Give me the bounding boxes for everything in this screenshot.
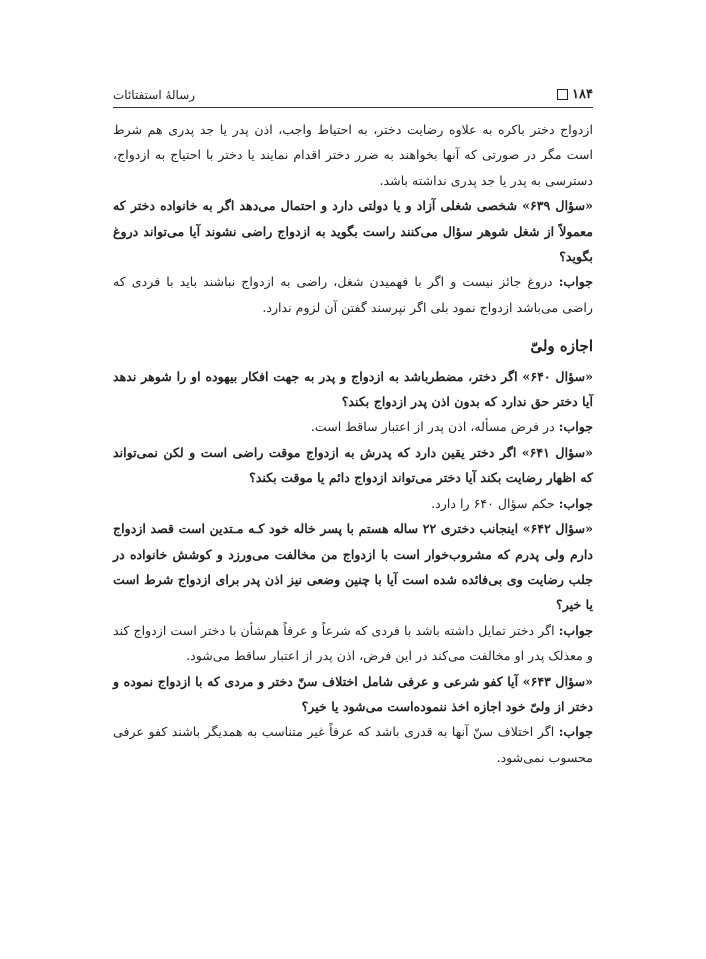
square-bullet-icon bbox=[557, 89, 568, 100]
question-639: «سؤال ۶۳۹» شخصی شغلی آزاد و یا دولتی دارد و احتمال می‌دهد اگر به خانواده دختر که معمولاً از شغل شوهر سؤال می‌کنند راست بگوید به ازدواج راضی نشوند آیا می‌تواند دروغ بگوید؟ bbox=[113, 198, 593, 265]
page-header bbox=[113, 80, 593, 102]
answer-label: جواب: bbox=[558, 622, 593, 638]
page-body bbox=[113, 117, 593, 770]
answer-text: اگر دختر تمایل داشته باشد با فردی که شرعاً و عرفاً هم‌شأن با دختر است ازدواج کند و معذلک پدر او مخالفت می‌کند در این فرض، اذن پدر از اعتبار ساقط می‌شود. bbox=[113, 622, 593, 664]
qa-block-before bbox=[113, 193, 593, 320]
answer-642 bbox=[113, 618, 593, 669]
page-number-group bbox=[557, 87, 593, 102]
page-number: ۱۸۴ bbox=[572, 87, 593, 102]
answer-text: دروغ جائز نیست و اگر با فهمیدن شغل، راضی به ازدواج نباشند باید با فردی که راضی می‌باشد ازدواج نمود بلی اگر نپرسند گفتن آن لزوم ندارد. bbox=[113, 274, 593, 315]
answer-label: جواب: bbox=[558, 724, 593, 740]
qa-block-after bbox=[113, 364, 593, 771]
running-title: رسالهٔ استفتائات bbox=[113, 88, 196, 102]
question-640: «سؤال ۶۴۰» اگر دختر، مضطرباشد به ازدواج و پدر به جهت افکار بیهوده او را شوهر ندهد آیا دختر حق ندارد که بدون اذن پدر ازدواج بکند؟ bbox=[113, 368, 594, 410]
answer-text: در فرض مسأله، اذن پدر از اعتبار ساقط است. bbox=[310, 419, 559, 435]
answer-text: حکم سؤال ۶۴۰ را دارد. bbox=[431, 495, 559, 511]
answer-label: جواب: bbox=[558, 495, 593, 511]
answer-label: جواب: bbox=[558, 274, 593, 290]
header-rule bbox=[113, 107, 593, 108]
question-642: «سؤال ۶۴۲» اینجانب دختری ۲۲ ساله هستم با پسر خاله خود کـه مـتدین است قصد ازدواج دارم ولی پدرم که مشروب‌خوار است با ازدواج من مخالفت می‌ورزد و کوشش خانواده در جلب رضایت وی بی‌فائده شده است آیا با چنین وضعی نیز اذن پدر برای ازدواج شرط است یا خیر؟ bbox=[113, 521, 593, 613]
question-641: «سؤال ۶۴۱» اگر دختر یقین دارد که پدرش به ازدواج موقت راضی است و لکن نمی‌تواند که اظهار رضایت بکند آیا دختر می‌تواند ازدواج دائم یا موقت بکند؟ bbox=[113, 444, 593, 486]
answer-label: جواب: bbox=[558, 419, 593, 435]
answer-643 bbox=[113, 719, 593, 770]
answer-639 bbox=[113, 269, 593, 320]
answer-640 bbox=[113, 414, 593, 439]
intro-paragraph: ازدواج دختر باکره به علاوه رضایت دختر، به احتیاط واجب، اذن پدر یا جد پدری هم شرط است مگر در صورتی که آنها بخواهند به ضرر دختر اقدام نمایند یا دختر با احتیاج به ازدواج، دسترسی به پدر یا جد پدری نداشته باشد. bbox=[113, 122, 593, 188]
section-title: اجازه ولیّ bbox=[530, 337, 593, 356]
answer-text: اگر اختلاف سنّ آنها به قدری باشد که عرفاً غیر متناسب به همدیگر باشند کفو عرفی محسوب نمی‌شود. bbox=[113, 724, 593, 765]
answer-641 bbox=[113, 491, 593, 516]
question-643: «سؤال ۶۴۳» آیا کفو شرعی و عرفی شامل اختلاف سنّ دختر و مردی که با ازدواج نموده و دختر از ولیّ خود اجازه اخذ ننموده‌است می‌شود یا خیر؟ bbox=[113, 673, 593, 714]
